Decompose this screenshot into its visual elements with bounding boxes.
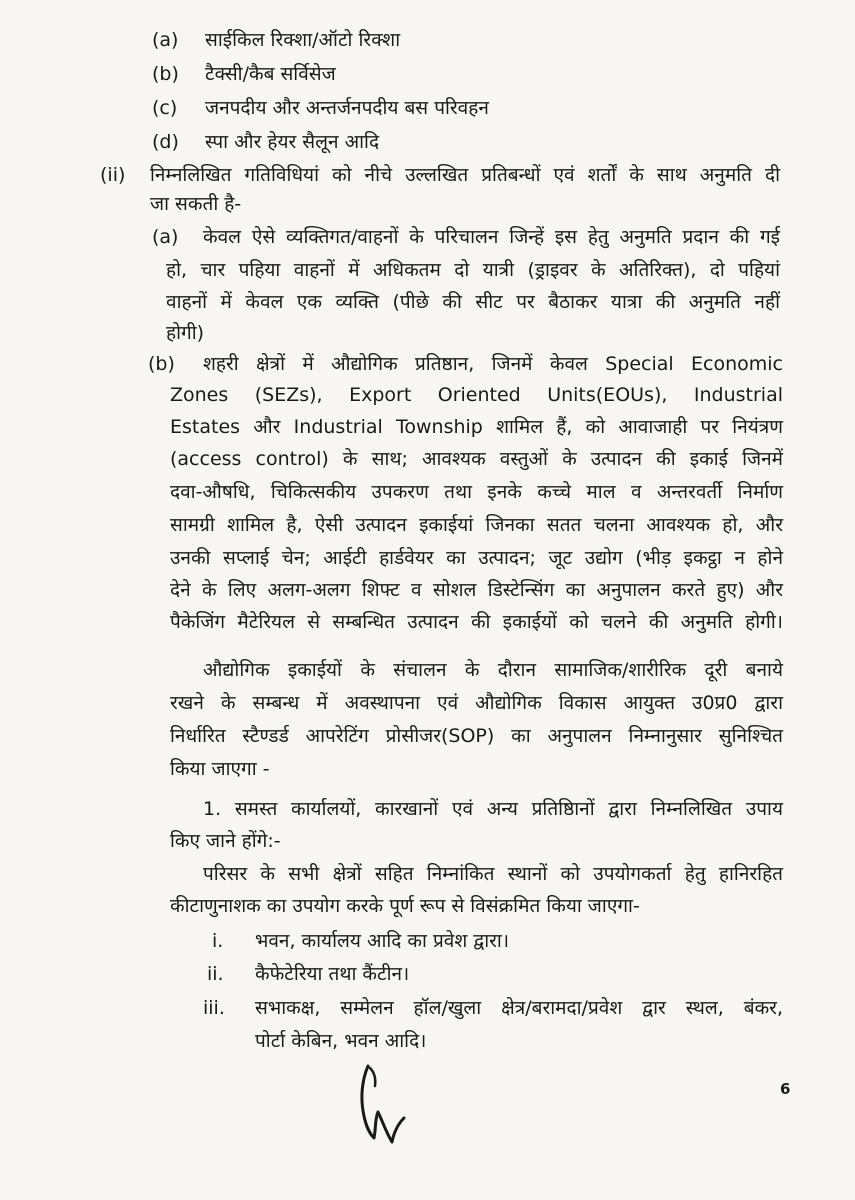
subsection-text-line: वाहनों में केवल एक व्यक्ति (पीछे की सीट पर बैठाकर यात्रा की अनुमति नहीं: [166, 291, 780, 313]
subsection-text-line: सामग्री शामिल है, ऐसी उत्पादन इकाईयां जिनका सतत चलना आवश्यक हो, और: [170, 514, 783, 536]
section-label: (ii): [100, 164, 126, 186]
paragraph-line: निर्धारित स्टैण्डर्ड आपरेटिंग प्रोसीजर(SOP) का अनुपालन निम्नानुसार सुनिश्चित: [170, 725, 783, 747]
paragraph-line: रखने के सम्बन्ध में अवस्थापना एवं औद्योगिक विकास आयुक्त उ0प्र0 द्वारा: [170, 692, 783, 714]
subsection-text-line: शहरी क्षेत्रों में औद्योगिक प्रतिष्ठान, जिनमें केवल Special Economic: [203, 353, 783, 375]
paragraph-line: कीटाणुनाशक का उपयोग करके पूर्ण रूप से विसंक्रमित किया जाएगा-: [170, 895, 640, 917]
section-text-line: जा सकती है-: [150, 193, 242, 215]
subsection-text-line: हो, चार पहिया वाहनों में अधिकतम दो यात्री (ड्राइवर के अतिरिक्त), दो पहियां: [166, 259, 780, 281]
list-item-text: टैक्सी/कैब सर्विसेज: [205, 63, 336, 85]
subsection-text-line: (access control) के साथ; आवश्यक वस्तुओं के उत्पादन की इकाई जिनमें: [170, 448, 783, 470]
subsection-text-line: Estates और Industrial Township शामिल हैं, को आवाजाही पर नियंत्रण: [170, 416, 783, 438]
signature-mark: [350, 1058, 420, 1148]
list-item-label: (b): [152, 63, 179, 85]
list-item-label: (a): [152, 29, 179, 51]
subsection-text-line: उनकी सप्लाई चेन; आईटी हार्डवेयर का उत्पादन; जूट उद्योग (भीड़ इकट्ठा न होने: [170, 547, 783, 569]
list-item-text: सभाकक्ष, सम्मेलन हॉल/खुला क्षेत्र/बरामदा/प्रवेश द्वार स्थल, बंकर,: [255, 997, 783, 1019]
list-item-label: (c): [152, 97, 178, 119]
list-item-label: i.: [212, 930, 224, 952]
paragraph-line: परिसर के सभी क्षेत्रों सहित निम्नांकित स्थानों को उपयोगकर्ता हेतु हानिरहित: [203, 863, 783, 885]
subsection-text-line: केवल ऐसे व्यक्तिगत/वाहनों के परिचालन जिन्हें इस हेतु अनुमति प्रदान की गई: [203, 226, 780, 248]
list-item-text: जनपदीय और अन्तर्जनपदीय बस परिवहन: [205, 97, 489, 119]
subsection-text-line: पैकेजिंग मैटेरियल से सम्बन्धित उत्पादन की इकाईयों को चलने की अनुमति होगी।: [170, 611, 783, 633]
list-item-label: (d): [152, 131, 179, 153]
section-text-line: निम्नलिखित गतिविधियां को नीचे उल्लखित प्रतिबन्धों एवं शर्तों के साथ अनुमति दी: [150, 164, 780, 186]
paragraph-line: किया जाएगा -: [170, 758, 270, 780]
list-item-text: कैफेटेरिया तथा कैंटीन।: [255, 963, 410, 985]
subsection-label: (a): [152, 226, 179, 248]
paragraph-line: किए जाने होंगे:-: [170, 830, 281, 852]
paragraph-line: 1. समस्त कार्यालयों, कारखानों एवं अन्य प्रतिष्ठिानों द्वारा निम्नलिखित उपाय: [203, 798, 783, 820]
list-item-label: ii.: [207, 963, 224, 985]
list-item-text: स्पा और हेयर सैलून आदि: [205, 131, 380, 153]
subsection-text-line: दवा-औषधि, चिकित्सकीय उपकरण तथा इनके कच्चे माल व अन्तरवर्ती निर्माण: [170, 481, 783, 503]
page-number: 6: [780, 1080, 791, 1098]
subsection-text-line: Zones (SEZs), Export Oriented Units(EOUs), Industrial: [170, 384, 783, 406]
list-item-text: भवन, कार्यालय आदि का प्रवेश द्वारा।: [255, 930, 510, 952]
paragraph-line: औद्योगिक इकाईयों के संचालन के दौरान सामाजिक/शारीरिक दूरी बनाये: [203, 659, 783, 681]
subsection-text-line: देने के लिए अलग-अलग शिफ्ट व सोशल डिस्टेन्सिंग का अनुपालन करते हुए) और: [170, 579, 783, 601]
subsection-text-line: होगी): [166, 322, 205, 344]
subsection-label: (b): [148, 353, 175, 375]
list-item-text: पोर्टा केबिन, भवन आदि।: [255, 1030, 427, 1052]
list-item-label: iii.: [203, 997, 225, 1019]
list-item-text: साईकिल रिक्शा/ऑटो रिक्शा: [205, 29, 401, 51]
